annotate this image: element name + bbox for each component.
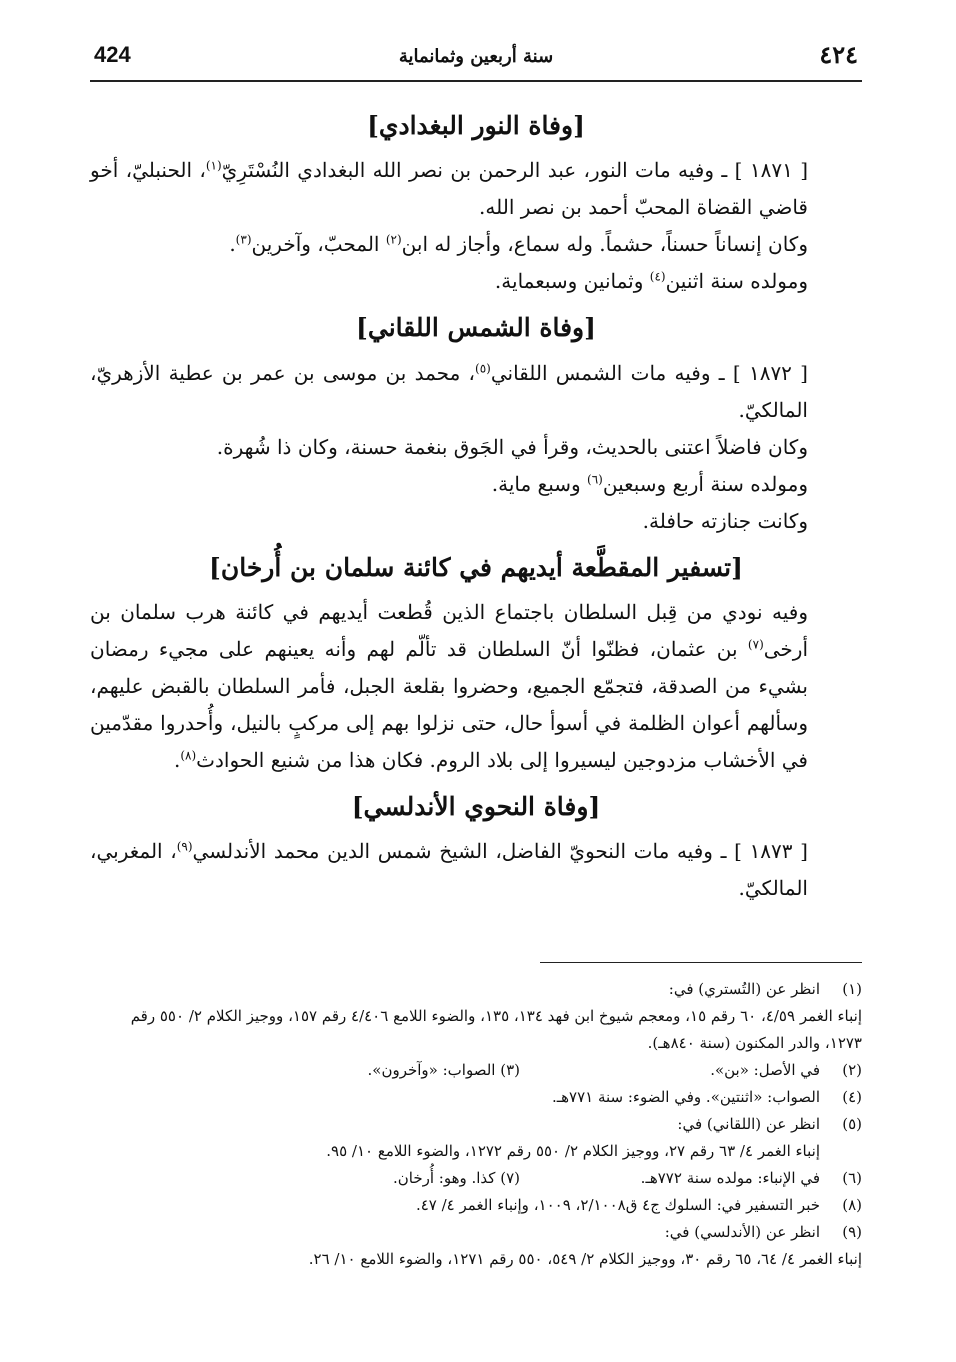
page-number-arabic: ٤٢٤ <box>819 40 858 69</box>
paragraph-text: . <box>173 747 181 772</box>
entry-1871 <box>90 152 862 226</box>
section-heading-andalusi: [وفاة النحوي الأندلسي] <box>351 791 601 821</box>
footnote-9 <box>90 1219 862 1246</box>
footnote-9-cont: إنباء الغمر ٤/ ٦٤، ٦٥ رقم ٣٠، ووجيز الكلام ٢/ ٥٤٩، ٥٥٠ رقم ١٢٧١، والضوء اللامع ١٠/ ٢٦. <box>308 1250 862 1268</box>
paragraph-text: ، المغربي، المالكيّ. <box>90 839 808 900</box>
entry-number: [ ١٨٧٣ ] ـ <box>720 839 808 863</box>
entry-number: [ ١٨٧٢ ] ـ <box>718 360 808 385</box>
footnote-text: انظر عن (اللقاني) في: <box>677 1115 820 1133</box>
paragraph-text: وكان إنساناً حسناً، حشماً. وله سماع، وأجاز له ابن <box>401 232 808 257</box>
paragraph-text: وفيه نودي من قِبل السلطان باجتماع الذين قُطعت أيديهم في كائنة هرب سلمان بن أرخى <box>90 599 808 661</box>
page-number-latin: 424 <box>94 42 131 67</box>
paragraph-text: بن عثمان، فظنّوا أنّ السلطان قد تألّم لهم وأنه يعينهم على مجيء رمضان بشيء من الصدقة، فتجمّع الجميع، وحضروا بقلعة الجبل، فأمر السلطان بالقبض عليهم، وسألهم أعوان الظلمة في أسوأ حال، حتى نزلوا بهم إلى مركبٍ بالنيل، وأُحدروا مقدّمين في الأخشاب مزدوجين ليسيروا إلى بلاد الروم. فكان هذا من شنيع الحوادث <box>90 636 808 772</box>
footnote-text: الصواب: «اثنتين». وفي الضوء: سنة ٧٧١هـ. <box>551 1088 820 1106</box>
footnote-number: (٦) <box>842 1169 862 1187</box>
footnote-number: (٩) <box>842 1223 862 1241</box>
footnote-1-cont: إنباء الغمر ٤/٥٩، ٦٠ رقم ١٥، ومعجم شيوخ ابن فهد ١٣٤، ١٣٥، والضوء اللامع ٤/٤٠٦ رقم ١٥٧، ووجيز الكلام ٢/ ٥٥٠ رقم ١٢٧٣، والدر المكنون (سنة ٨٤٠هـ). <box>130 1007 862 1052</box>
entry-1872 <box>90 355 862 429</box>
paragraph-text: ومولده سنة أربع وسبعين <box>602 471 808 496</box>
footnote-number: (٨) <box>842 1196 862 1214</box>
section-heading-baghdadi: [وفاة النور البغدادي] <box>367 111 585 140</box>
paragraph <box>90 263 862 300</box>
paragraph-text: . <box>229 232 236 257</box>
paragraph: وكانت جنازته حافلة. <box>642 508 808 533</box>
paragraph-text: وفيه مات النور، عبد الرحمن بن نصر الله البغدادي النُسْتَرِيّ <box>221 158 715 183</box>
running-title: سنة أربعين وثمانماية <box>398 46 554 67</box>
paragraph-text: وفيه مات الشمس اللقاني <box>490 360 711 385</box>
footnote-text: خبر التسفير في: السلوك ج٤ ق٢/١٠٠٨، ١٠٠٩، وإنباء الغمر ٤/ ٤٧. <box>415 1196 820 1214</box>
footnote-6-7 <box>90 1165 862 1192</box>
paragraph <box>90 594 862 779</box>
footnote-1 <box>90 976 862 1003</box>
footnote-ref[interactable]: (٩) <box>176 839 193 854</box>
footnote-ref[interactable]: (١) <box>205 158 222 173</box>
paragraph <box>90 466 862 503</box>
footnote-ref[interactable]: (٨) <box>180 748 197 763</box>
footnote-text: في الإنباء: مولده سنة ٧٧٢هـ. <box>640 1169 820 1187</box>
footnote-ref[interactable]: (٥) <box>475 360 491 375</box>
footnote-8 <box>90 1192 862 1219</box>
footnotes <box>90 976 862 1273</box>
footnote-4 <box>90 1084 862 1111</box>
page-header <box>90 36 862 82</box>
paragraph-text: ، الحنبليّ، أخو قاضي القضاة المحبّ أحمد بن نصر الله. <box>90 158 808 220</box>
footnote-number: (٢) <box>842 1061 862 1079</box>
footnote-ref[interactable]: (٦) <box>587 471 603 486</box>
footnote-number: (٥) <box>842 1115 862 1133</box>
header-rule <box>90 80 862 82</box>
paragraph-text: ، محمد بن موسى بن عمر بن عطية الأزهريّ، المالكيّ. <box>90 360 808 422</box>
entry-1873 <box>90 833 862 907</box>
paragraph <box>90 226 862 263</box>
footnote-ref[interactable]: (٢) <box>385 232 402 247</box>
footnote-ref[interactable]: (٧) <box>747 637 764 652</box>
footnote-5-cont: إنباء الغمر ٤/ ٦٣ رقم ٢٧، ووجيز الكلام ٢/ ٥٥٠ رقم ١٢٧٢، والضوء اللامع ١٠/ ٩٥. <box>326 1142 820 1160</box>
section-heading-luqani: [وفاة الشمس اللقاني] <box>356 313 596 343</box>
paragraph-text: المحبّ، وآخرين <box>251 232 386 257</box>
footnote-number: (٤) <box>842 1088 862 1106</box>
main-text <box>90 98 862 907</box>
paragraph-text: ومولده سنة اثنين <box>665 269 808 294</box>
footnote-rule <box>540 962 862 963</box>
paragraph: وكان فاضلاً اعتنى بالحديث، وقرأ في الجَوق بنغمة حسنة، وكان ذا شُهرة. <box>216 434 808 459</box>
footnote-text: انظر عن (الأندلسي) في: <box>664 1223 820 1241</box>
footnote-text: في الأصل: «بن». <box>710 1061 820 1079</box>
section-heading-tasfir: [تسفير المقطَّعة أيديهم في كائنة سلمان بن أُرخان] <box>209 552 743 582</box>
footnote-ref[interactable]: (٤) <box>649 269 666 284</box>
paragraph-text: وفيه مات النحويّ الفاضل، الشيخ شمس الدين محمد الأندلسي <box>192 839 713 863</box>
footnote-5 <box>90 1111 862 1138</box>
footnote-ref[interactable]: (٣) <box>235 232 252 247</box>
footnote-2-3 <box>90 1057 862 1084</box>
paragraph-text: وثمانين وسبعماية. <box>494 269 650 294</box>
footnote-text: انظر عن (التُستري) في: <box>668 980 820 998</box>
footnote-text: (٣) الصواب: «وآخرون». <box>367 1061 520 1079</box>
footnote-number: (١) <box>842 980 862 998</box>
footnote-text: (٧) كذا. وهو: أُرخان. <box>392 1169 520 1187</box>
entry-number: [ ١٨٧١ ] ـ <box>721 158 808 183</box>
paragraph-text: وسبع ماية. <box>491 471 588 496</box>
